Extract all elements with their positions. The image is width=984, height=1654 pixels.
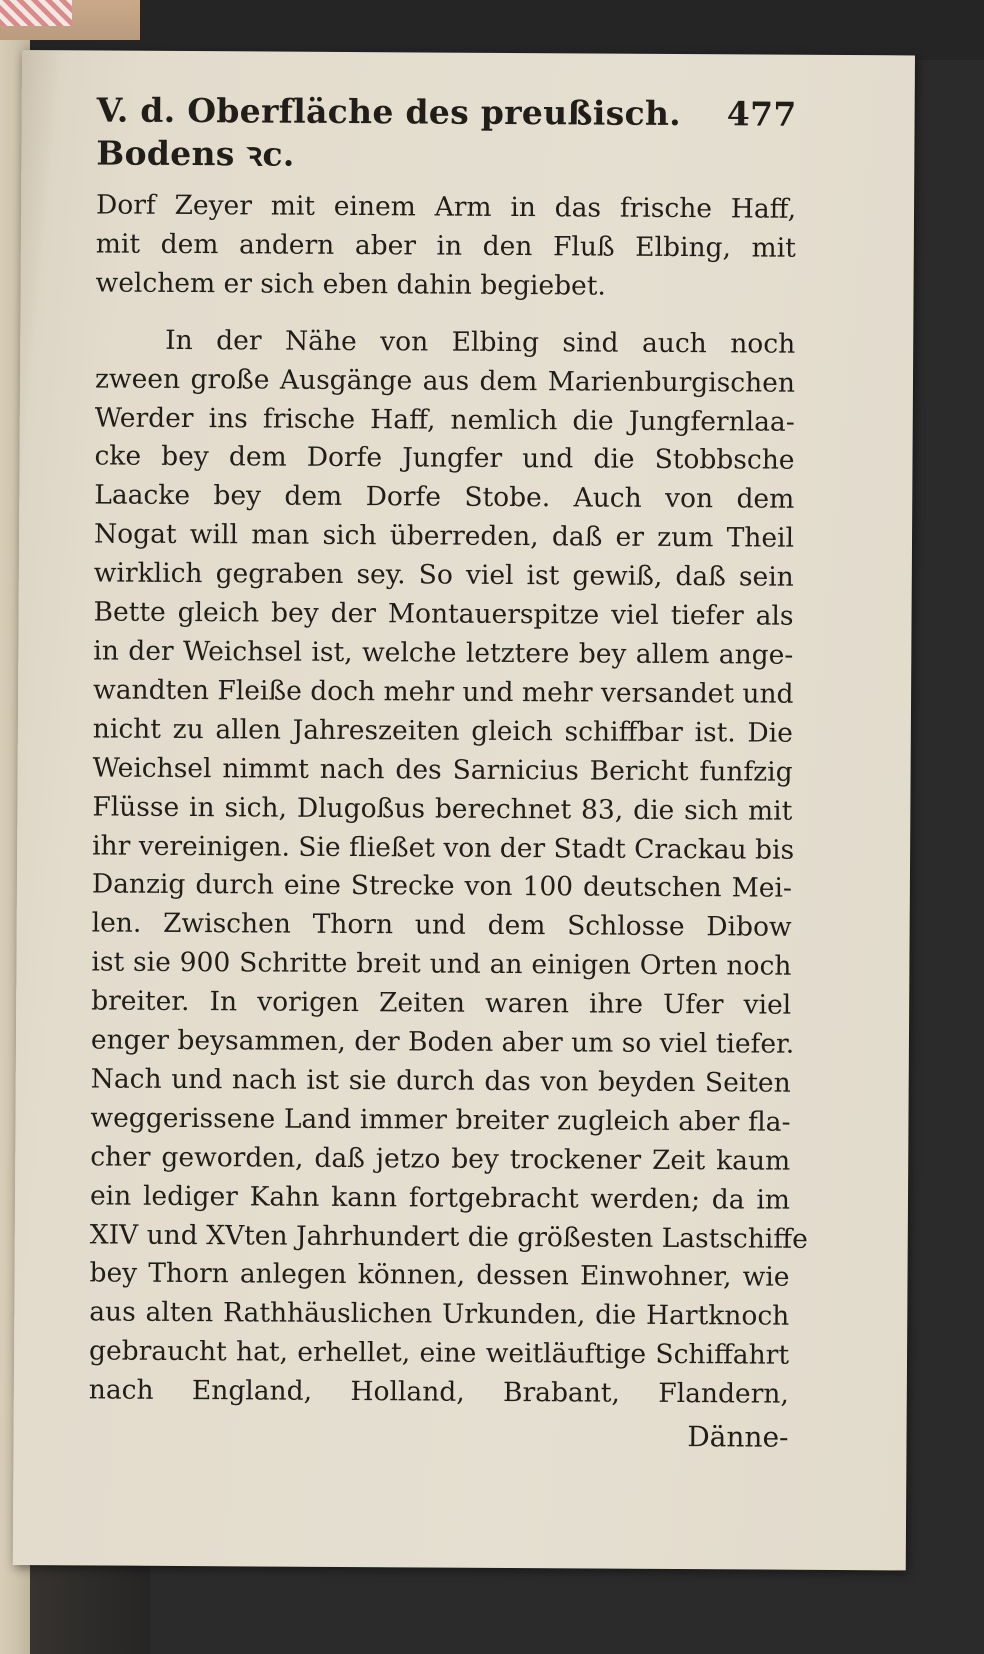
text-line: ein lediger Kahn kann fortgebracht werden; da im xyxy=(89,1180,791,1216)
text-line: weggerissene Land immer breiter zugleich aber fla- xyxy=(90,1102,791,1138)
catchword: Dänne- xyxy=(687,1420,789,1454)
text-line: cke bey dem Dorfe Jungfer und die Stobbsche xyxy=(94,440,795,477)
paragraph-2 xyxy=(88,321,808,1415)
book-page xyxy=(13,50,915,1570)
text-line: nicht zu allen Jahreszeiten gleich schiffbar ist. Die xyxy=(92,713,793,749)
text-line: welchem er sich eben dahin begiebet. xyxy=(95,267,606,302)
text-line: bey Thorn anlegen können, dessen Einwohner, wie xyxy=(89,1257,790,1294)
text-line: ihr vereinigen. Sie fließet von der Stadt Crackau bis xyxy=(92,829,795,866)
page-text-block xyxy=(88,90,808,1458)
text-line: Flüsse in sich, Dlugoßus berechnet 83, die sich mit xyxy=(92,791,793,827)
text-line: Weichsel nimmt nach des Sarnicius Bericht funfzig xyxy=(92,752,793,788)
text-line: breiter. In vorigen Zeiten waren ihre Ufer viel xyxy=(91,985,792,1021)
text-line: in der Weichsel ist, welche letztere bey allem ange- xyxy=(93,635,794,671)
text-line: ist sie 900 Schritte breit und an einigen Orten noch xyxy=(91,946,792,982)
text-line: wirklich gegraben sey. So viel ist gewiß, daß sein xyxy=(93,557,794,593)
text-line: Werder ins frische Haff, nemlich die Jungfernlaa- xyxy=(94,401,795,438)
running-title: V. d. Oberfläche des preußisch. Bodens ꝛc. xyxy=(96,90,682,174)
text-line: wandten Fleiße doch mehr und mehr versandet und xyxy=(92,674,794,710)
text-line: aus alten Rathhäuslichen Urkunden, die Hartknoch xyxy=(89,1296,790,1333)
text-line: XIV und XVten Jahrhundert die größesten Lastschiffe xyxy=(89,1218,808,1255)
text-line: Bette gleich bey der Montauerspitze viel tiefer als xyxy=(93,596,794,632)
text-line: Nach und nach ist sie durch das von beyden Seiten xyxy=(90,1063,791,1099)
text-line: In der Nähe von Elbing sind auch noch xyxy=(165,324,796,360)
text-line: mit dem andern aber in den Fluß Elbing, mit xyxy=(95,228,796,264)
text-line: enger beysammen, der Boden aber um so viel tiefer. xyxy=(90,1024,795,1060)
text-line: nach England, Holland, Brabant, Flandern, xyxy=(88,1374,789,1410)
bookmark-ribbon xyxy=(0,0,72,26)
text-line: Nogat will man sich überreden, daß er zum Theil xyxy=(93,518,795,554)
running-head xyxy=(96,90,797,178)
text-line: len. Zwischen Thorn und dem Schlosse Dibow xyxy=(91,907,792,944)
text-line: Danzig durch eine Strecke von 100 deutschen Mei- xyxy=(91,868,792,905)
text-line: Dorf Zeyer mit einem Arm in das frische Haff, xyxy=(95,189,797,225)
text-line: cher geworden, daß jetzo bey trockener Zeit kaum xyxy=(90,1141,791,1177)
text-line: zween große Ausgänge aus dem Marienburgischen xyxy=(94,363,796,399)
text-line: Laacke bey dem Dorfe Stobe. Auch von dem xyxy=(94,479,795,516)
text-line: gebraucht hat, erhellet, eine weitläuftige Schiffahrt xyxy=(88,1335,790,1371)
page-number: 477 xyxy=(726,94,797,134)
paragraph-1 xyxy=(95,186,796,307)
